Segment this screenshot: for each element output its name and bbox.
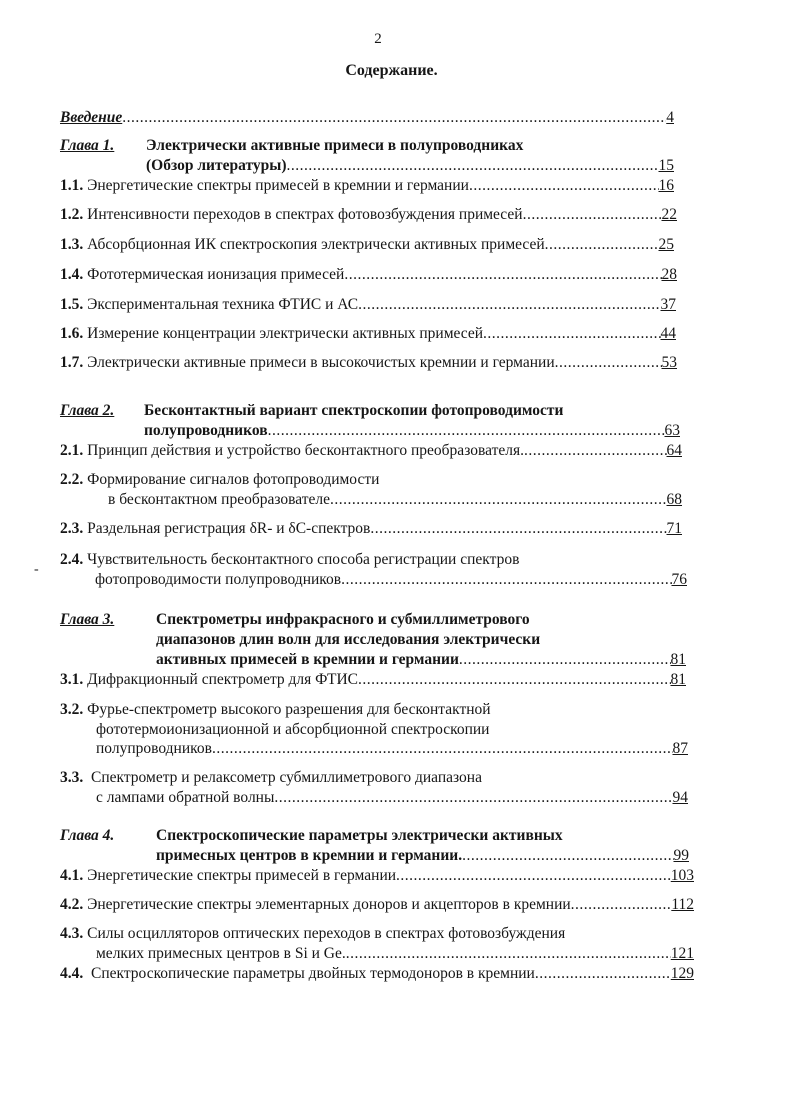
chapter-1-title-line-1: Электрически активные примеси в полупроводниках <box>146 137 524 154</box>
toc-section[interactable] <box>60 670 686 690</box>
section-page: 76 <box>671 571 687 588</box>
toc-section <box>60 768 686 788</box>
toc-section[interactable] <box>60 205 677 225</box>
section-title: Измерение концентрации электрически активных примесей <box>87 325 484 342</box>
section-page: 81 <box>670 671 686 688</box>
chapter-3-label: Глава 3. <box>60 611 115 628</box>
intro-page: 4 <box>666 109 674 126</box>
section-number: 3.2. <box>60 701 84 718</box>
chapter-4-title-line-2: примесных центров в кремнии и германии. <box>156 847 463 864</box>
chapter-2-heading <box>60 401 680 421</box>
chapter-4-label: Глава 4. <box>60 827 115 844</box>
section-title: Энергетические спектры элементарных доноров и акцепторов в кремнии <box>87 896 571 913</box>
section-title: Фототермическая ионизация примесей <box>87 266 345 283</box>
section-number: 3.1. <box>60 671 84 688</box>
chapter-4-page: 99 <box>673 847 689 864</box>
section-title: Спектрометр и релаксометр субмиллиметрового диапазона <box>91 769 482 786</box>
chapter-1-heading <box>60 136 680 156</box>
section-page: 25 <box>658 236 674 253</box>
chapter-3-heading-2 <box>156 630 676 650</box>
toc-chapter-3[interactable] <box>156 650 686 670</box>
section-page: 64 <box>666 442 682 459</box>
section-page: 44 <box>660 325 676 342</box>
section-page: 129 <box>670 965 694 982</box>
margin-mark: - <box>34 562 39 577</box>
section-number: 2.3. <box>60 520 84 537</box>
section-number: 2.1. <box>60 442 84 459</box>
toc-section-cont <box>96 720 686 740</box>
section-page: 121 <box>670 945 694 962</box>
section-number: 1.4. <box>60 266 84 283</box>
chapter-2-label: Глава 2. <box>60 402 115 419</box>
chapter-3-title-line-2: диапазонов длин волн для исследования электрически <box>156 631 541 648</box>
section-page: 68 <box>666 491 682 508</box>
toc-section <box>60 550 682 570</box>
section-number: 1.1. <box>60 177 84 194</box>
section-number: 1.2. <box>60 206 84 223</box>
section-title: Фурье-спектрометр высокого разрешения для бесконтактной <box>87 701 491 718</box>
section-number: 1.5. <box>60 296 84 313</box>
section-page: 112 <box>671 896 694 913</box>
toc-section[interactable] <box>60 519 682 539</box>
section-number: 3.3. <box>60 769 84 786</box>
section-page: 16 <box>658 177 674 194</box>
section-title: Спектроскопические параметры двойных термодоноров в кремнии <box>91 965 535 982</box>
toc-section[interactable] <box>60 895 694 915</box>
toc-section[interactable] <box>60 441 682 461</box>
toc-chapter-2[interactable] <box>144 421 680 441</box>
intro-label: Введение <box>60 109 123 126</box>
section-number: 4.2. <box>60 896 84 913</box>
section-page: 94 <box>672 789 688 806</box>
toc-section[interactable] <box>60 964 694 984</box>
section-title: Дифракционный спектрометр для ФТИС <box>87 671 359 688</box>
toc-section[interactable] <box>60 176 674 196</box>
section-title: Энергетические спектры примесей в кремнии и германии <box>87 177 469 194</box>
toc-section[interactable] <box>60 324 676 344</box>
section-number: 1.7. <box>60 354 84 371</box>
section-number: 4.1. <box>60 867 84 884</box>
chapter-1-label: Глава 1. <box>60 137 115 154</box>
toc-section-cont[interactable] <box>95 570 687 590</box>
section-title: Принцип действия и устройство бесконтактного преобразователя. <box>87 442 524 459</box>
toc-intro[interactable] <box>60 108 674 128</box>
section-number: 1.6. <box>60 325 84 342</box>
section-title-line-2: в бесконтактном преобразователе <box>108 491 331 508</box>
section-title: Абсорбционная ИК спектроскопия электрически активных примесей <box>87 236 545 253</box>
toc-section <box>60 700 686 720</box>
toc-section[interactable] <box>60 353 677 373</box>
section-title-line-3: полупроводников <box>96 740 212 757</box>
section-number: 4.3. <box>60 925 84 942</box>
section-title: Формирование сигналов фотопроводимости <box>87 471 380 488</box>
section-title: Интенсивности переходов в спектрах фотовозбуждения примесей <box>87 206 523 223</box>
toc-section <box>60 924 694 944</box>
section-page: 22 <box>661 206 677 223</box>
section-page: 28 <box>661 266 677 283</box>
section-number: 2.2. <box>60 471 84 488</box>
toc-section-cont[interactable] <box>96 788 688 808</box>
section-title: Чувствительность бесконтактного способа регистрации спектров <box>87 551 520 568</box>
section-page: 71 <box>666 520 682 537</box>
chapter-3-heading <box>60 610 680 630</box>
toc-section-cont[interactable] <box>108 490 682 510</box>
section-number: 4.4. <box>60 965 84 982</box>
section-title: Раздельная регистрация δR- и δC-спектров <box>87 520 371 537</box>
chapter-3-title-line-3: активных примесей в кремнии и германии <box>156 651 459 668</box>
section-title: Силы осцилляторов оптических переходов в спектрах фотовозбуждения <box>87 925 566 942</box>
section-page: 53 <box>661 354 677 371</box>
toc-section-cont[interactable] <box>96 944 694 964</box>
toc-section-cont[interactable] <box>96 739 688 759</box>
toc-section[interactable] <box>60 265 677 285</box>
chapter-1-title-line-2: (Обзор литературы) <box>146 157 287 174</box>
page-number: 2 <box>374 31 382 47</box>
toc-chapter-1[interactable] <box>146 156 674 176</box>
section-title-line-2: с лампами обратной волны <box>96 789 275 806</box>
section-title-line-2: фототермоионизационной и абсорбционной спектроскопии <box>96 721 490 738</box>
section-number: 2.4. <box>60 551 84 568</box>
chapter-2-page: 63 <box>664 422 680 439</box>
page-title: Содержание. <box>345 62 438 79</box>
section-title: Энергетические спектры примесей в германии <box>87 867 397 884</box>
chapter-2-title-line-1: Бесконтактный вариант спектроскопии фотопроводимости <box>144 402 564 419</box>
section-title-line-2: фотопроводимости полупроводников <box>95 571 342 588</box>
toc-section[interactable] <box>60 295 676 315</box>
toc-section[interactable] <box>60 866 694 886</box>
section-number: 1.3. <box>60 236 84 253</box>
section-title: Экспериментальная техника ФТИС и АС <box>87 296 359 313</box>
section-page: 37 <box>660 296 676 313</box>
chapter-3-page: 81 <box>670 651 686 668</box>
section-title-line-2: мелких примесных центров в Si и Ge. <box>96 945 346 962</box>
toc-chapter-4[interactable] <box>156 846 689 866</box>
toc-section <box>60 470 682 490</box>
chapter-1-page: 15 <box>658 157 674 174</box>
chapter-3-title-line-1: Спектрометры инфракрасного и субмиллиметрового <box>156 611 530 628</box>
section-page: 103 <box>670 867 694 884</box>
chapter-4-heading <box>60 826 680 846</box>
toc-section[interactable] <box>60 235 674 255</box>
section-title: Электрически активные примеси в высокочистых кремнии и германии <box>87 354 555 371</box>
chapter-4-title-line-1: Спектроскопические параметры электрически активных <box>156 827 563 844</box>
section-page: 87 <box>672 740 688 757</box>
chapter-2-title-line-2: полупроводников <box>144 422 268 439</box>
